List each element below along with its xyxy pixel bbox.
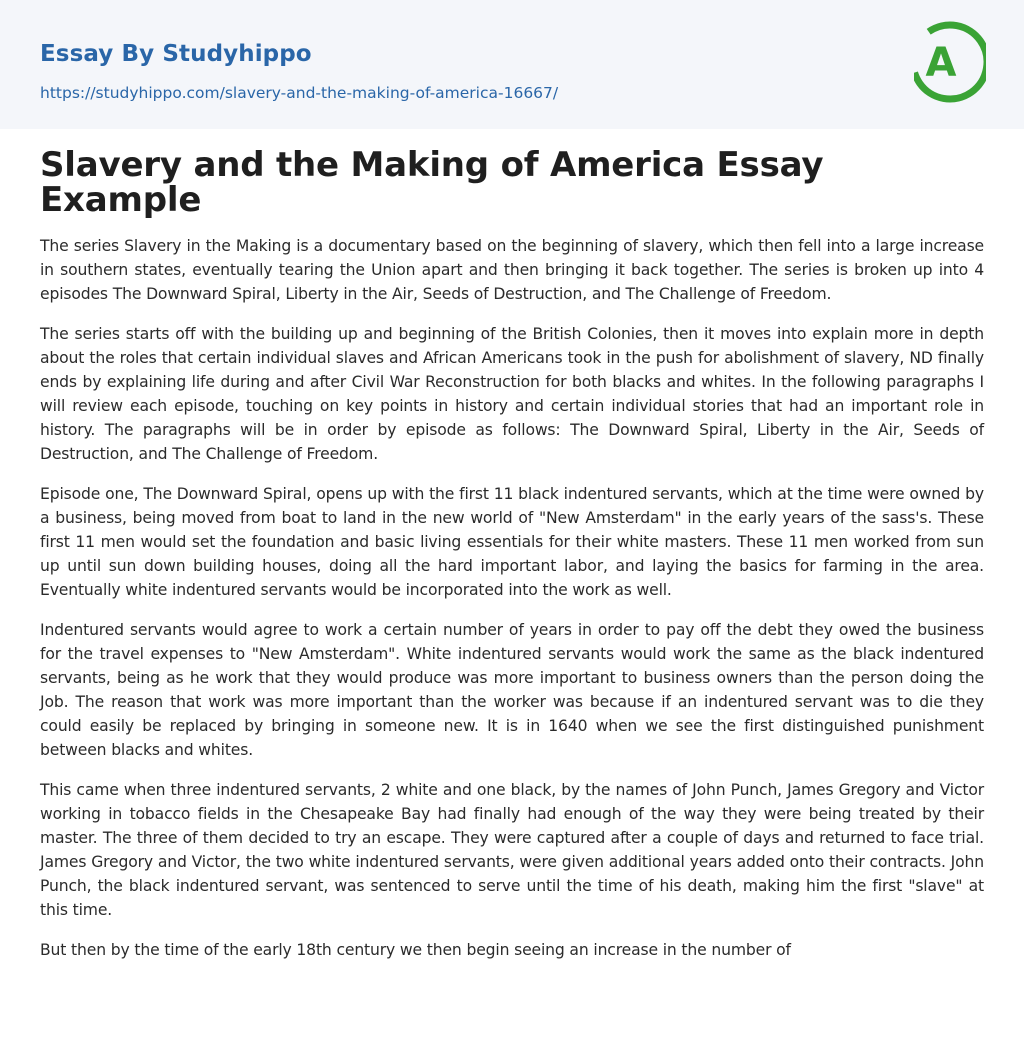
article-body [0,129,1024,962]
studyhippo-logo-icon[interactable] [914,19,986,105]
site-brand[interactable]: Essay By Studyhippo [40,41,312,67]
paragraph-1: The series Slavery in the Making is a documentary based on the beginning of slavery, which then fell into a large increase in southern states, eventually tearing the Union apart and then bringing it back together. The series is broken up into 4 episodes The Downward Spiral, Liberty in the Air, Seeds of Destruction, and The Challenge of Freedom. [40,237,984,303]
logo-letter: A [925,40,957,86]
paragraph-4: Indentured servants would agree to work a certain number of years in order to pay off the debt they owed the business for the travel expenses to "New Amsterdam". White indentured servants would work the same as the black indentured servants, being as he work that they would produce was more important to business owners than the person doing the Job. The reason that work was more important than the worker was because if an indentured servant was to die they could easily be replaced by bringing in someone new. It is in 1640 when we see the first distinguished punishment between blacks and whites. [40,621,984,759]
essay-url-link[interactable]: https://studyhippo.com/slavery-and-the-making-of-america-16667/ [40,84,559,102]
paragraph-3: Episode one, The Downward Spiral, opens up with the first 11 black indentured servants, which at the time were owned by a business, being moved from boat to land in the new world of "New Amsterdam" in the early years of the sass's. These first 11 men would set the foundation and basic living essentials for their white masters. These 11 men worked from sun up until sun down building houses, doing all the hard important labor, and laying the basics for farming in the area. Eventually white indentured servants would be incorporated into the work as well. [40,485,984,599]
paragraph-2: The series starts off with the building up and beginning of the British Colonies, then it moves into explain more in depth about the roles that certain individual slaves and African Americans took in the push for abolishment of slavery, ND finally ends by explaining life during and after Civil War Reconstruction for both blacks and whites. In the following paragraphs I will review each episode, touching on key points in history and certain individual stories that had an important role in history. The paragraphs will be in order by episode as follows: The Downward Spiral, Liberty in the Air, Seeds of Destruction, and The Challenge of Freedom. [40,325,984,463]
article-title: Slavery and the Making of America Essay Example [40,145,824,220]
site-header [0,0,1024,129]
paragraph-6: But then by the time of the early 18th century we then begin seeing an increase in the number of [40,941,791,959]
paragraph-5: This came when three indentured servants, 2 white and one black, by the names of John Punch, James Gregory and Victor working in tobacco fields in the Chesapeake Bay had finally had enough of the way they were being treated by their master. The three of them decided to try an escape. They were captured after a couple of days and returned to face trial. James Gregory and Victor, the two white indentured servants, were given additional years added onto their contracts. John Punch, the black indentured servant, was sentenced to serve until the time of his death, making him the first "slave" at this time. [40,781,984,919]
